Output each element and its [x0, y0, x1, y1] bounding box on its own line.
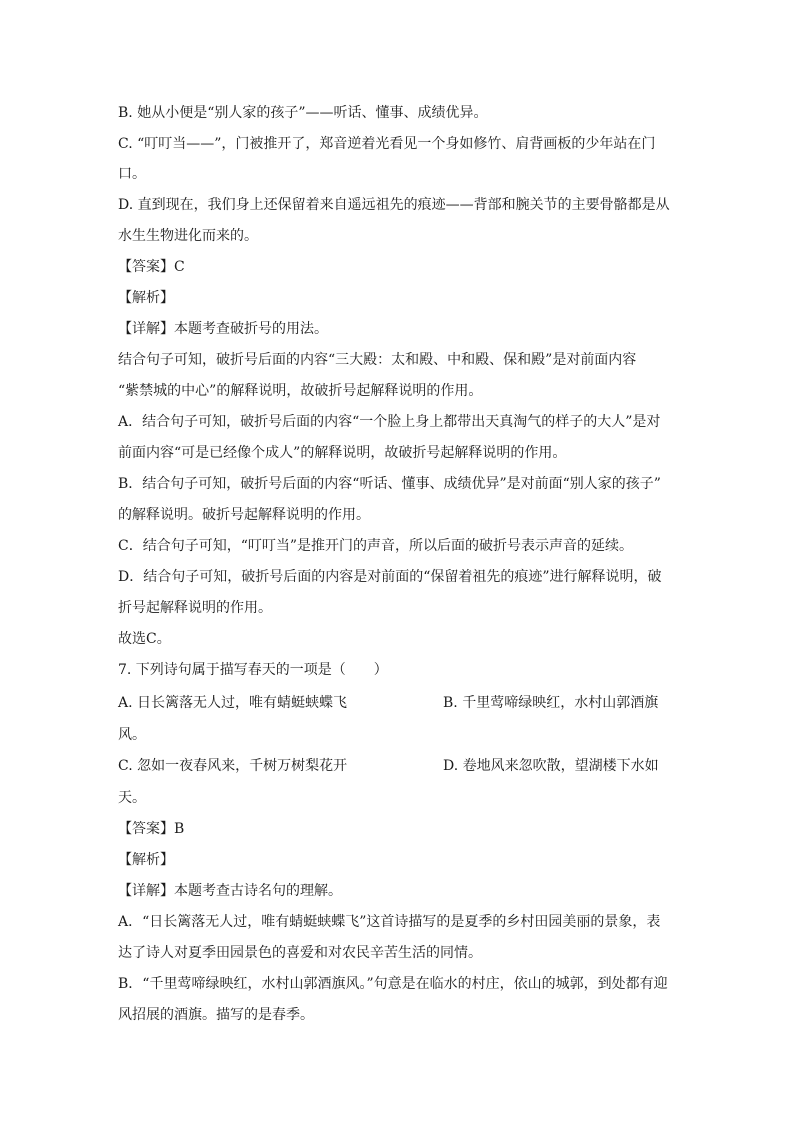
question-7-option-d-cont: 天。 [118, 790, 146, 806]
question-7-option-c: C. 忽如一夜春风来，千树万树梨花开 [118, 758, 348, 774]
explanation-d: D．结合句子可知，破折号后面的内容是对前面的“保留着祖先的痕迹”进行解释说明，破 [118, 569, 662, 585]
question-7-option-a: A. 日长篱落无人过，唯有蜻蜓蛱蝶飞 [118, 695, 348, 711]
explanation-7-b-cont: 风招展的酒旗。描写的是春季。 [118, 1007, 314, 1023]
option-d-text: D. 直到现在，我们身上还保留着来自遥远祖先的痕迹——背部和腕关节的主要骨骼都是从 [118, 197, 670, 213]
detail-intro: 【详解】本题考查破折号的用法。 [118, 321, 328, 337]
explanation-c: C．结合句子可知，“叮叮当”是推开门的声音，所以后面的破折号表示声音的延续。 [118, 538, 634, 554]
explanation-7-b: B．“千里莺啼绿映红，水村山郭酒旗风。”句意是在临水的村庄，依山的城郭，到处都有迎 [118, 976, 668, 992]
detail-intro-7: 【详解】本题考查古诗名句的理解。 [118, 883, 342, 899]
answer-label: 【答案】C [118, 259, 185, 275]
option-b-text: B. 她从小便是“别人家的孩子”——听话、懂事、成绩优异。 [118, 105, 488, 121]
option-d-text-cont: 水生生物进化而来的。 [118, 228, 258, 244]
question-7-option-b: B. 千里莺啼绿映红，水村山郭酒旗 [443, 695, 659, 711]
explanation-d-cont: 折号起解释说明的作用。 [118, 600, 272, 616]
answer-label-7: 【答案】B [118, 821, 185, 837]
analysis-heading: 【解析】 [118, 290, 174, 306]
paragraph-line: “紫禁城的中心”的解释说明，故破折号起解释说明的作用。 [118, 383, 483, 399]
question-7-option-d: D. 卷地风来忽吹散，望湖楼下水如 [443, 758, 659, 774]
option-c-text: C. “叮叮当——”，门被推开了，郑音逆着光看见一个身如修竹、肩背画板的少年站在门 [118, 136, 656, 152]
explanation-b-cont: 的解释说明。破折号起解释说明的作用。 [118, 507, 370, 523]
analysis-heading-7: 【解析】 [118, 852, 174, 868]
explanation-a: A．结合句子可知，破折号后面的内容“一个脸上身上都带出天真淘气的样子的大人”是对 [118, 414, 661, 430]
explanation-b: B．结合句子可知，破折号后面的内容“听话、懂事、成绩优异”是对前面“别人家的孩子” [118, 476, 661, 492]
explanation-7-a: A．“日长篱落无人过，唯有蜻蜓蛱蝶飞”这首诗描写的是夏季的乡村田园美丽的景象，表 [118, 914, 661, 930]
question-7-option-b-cont: 风。 [118, 727, 146, 743]
question-7: 7. 下列诗句属于描写春天的一项是（ ） [118, 662, 388, 678]
explanation-7-a-cont: 达了诗人对夏季田园景色的喜爱和对农民辛苦生活的同情。 [118, 945, 482, 961]
option-c-text-cont: 口。 [118, 166, 146, 182]
conclusion: 故选C。 [118, 631, 171, 647]
paragraph-line: 结合句子可知，破折号后面的内容“三大殿：太和殿、中和殿、保和殿”是对前面内容 [118, 352, 637, 368]
explanation-a-cont: 前面内容“可是已经像个成人”的解释说明，故破折号起解释说明的作用。 [118, 445, 567, 461]
